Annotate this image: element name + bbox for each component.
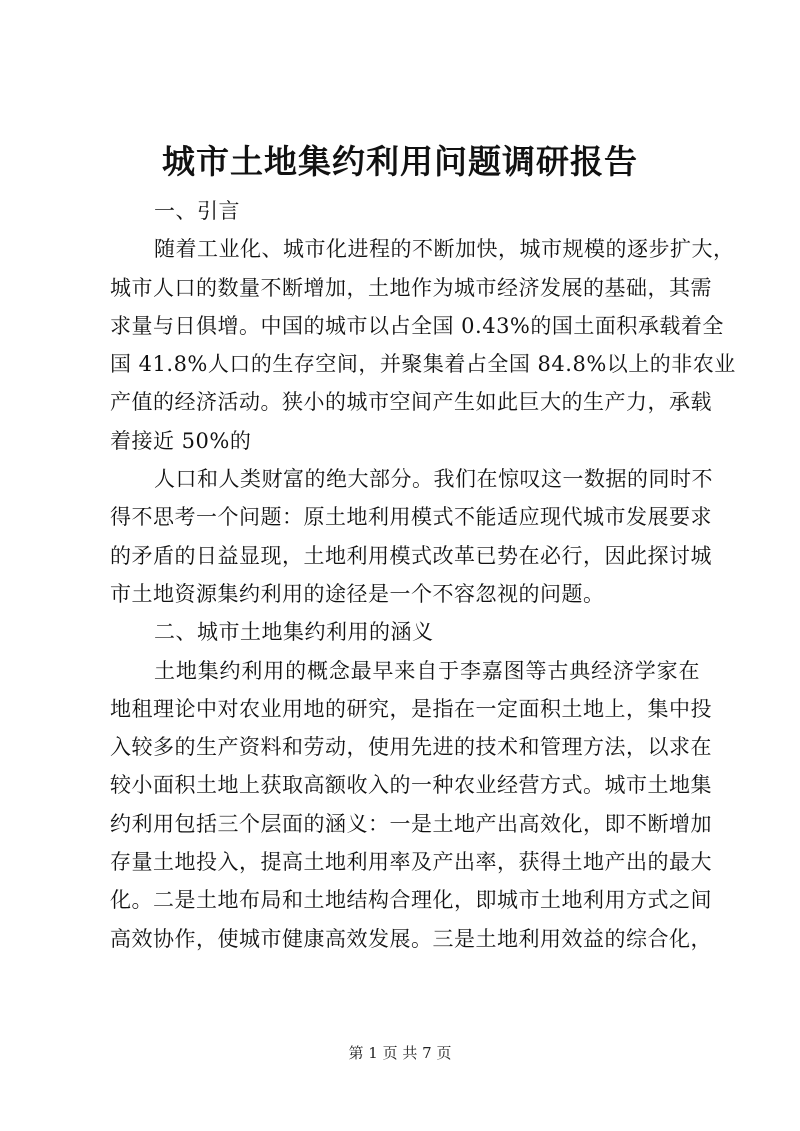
paragraph-line: 土地集约利用的概念最早来自于李嘉图等古典经济学家在 — [154, 658, 700, 683]
paragraph-line: 人口和人类财富的绝大部分。我们在惊叹这一数据的同时不 — [154, 467, 713, 492]
document-title: 城市土地集约利用问题调研报告 — [162, 142, 638, 181]
section-heading-introduction: 一、引言 — [154, 199, 240, 223]
paragraph-line: 产值的经济活动。狭小的城市空间产生如此巨大的生产力，承载 — [110, 390, 712, 415]
paragraph-line: 市土地资源集约利用的途径是一个不容忽视的问题。 — [110, 581, 605, 606]
paragraph-line: 入较多的生产资料和劳动，使用先进的技术和管理方法，以求在 — [110, 735, 712, 760]
paragraph-line: 存量土地投入，提高土地利用率及产出率，获得土地产出的最大 — [110, 850, 712, 875]
paragraph-line: 求量与日俱增。中国的城市以占全国 0.43%的国土面积承载着全 — [110, 313, 724, 338]
paragraph-line: 的矛盾的日益显现，土地利用模式改革已势在必行，因此探讨城 — [110, 543, 712, 568]
paragraph-line: 约利用包括三个层面的涵义：一是土地产出高效化，即不断增加 — [110, 811, 712, 836]
paragraph-line: 高效协作，使城市健康高效发展。三是土地利用效益的综合化， — [110, 926, 712, 951]
paragraph-line: 随着工业化、城市化进程的不断加快，城市规模的逐步扩大， — [154, 237, 735, 262]
paragraph-line: 地租理论中对农业用地的研究，是指在一定面积土地上，集中投 — [110, 696, 712, 721]
paragraph-line: 着接近 50%的 — [110, 428, 252, 453]
section-heading-meaning: 二、城市土地集约利用的涵义 — [154, 620, 434, 645]
paragraph-line: 化。二是土地布局和土地结构合理化，即城市土地利用方式之间 — [110, 888, 712, 913]
document-body — [110, 192, 736, 958]
paragraph-line: 城市人口的数量不断增加，土地作为城市经济发展的基础，其需 — [110, 275, 712, 300]
paragraph-line: 得不思考一个问题：原土地利用模式不能适应现代城市发展要求 — [110, 505, 712, 530]
paragraph-line: 较小面积土地上获取高额收入的一种农业经营方式。城市土地集 — [110, 773, 712, 798]
page-number-footer: 第 1 页 共 7 页 — [348, 1044, 452, 1062]
paragraph-line: 国 41.8%人口的生存空间，并聚集着占全国 84.8%以上的非农业 — [110, 352, 736, 377]
